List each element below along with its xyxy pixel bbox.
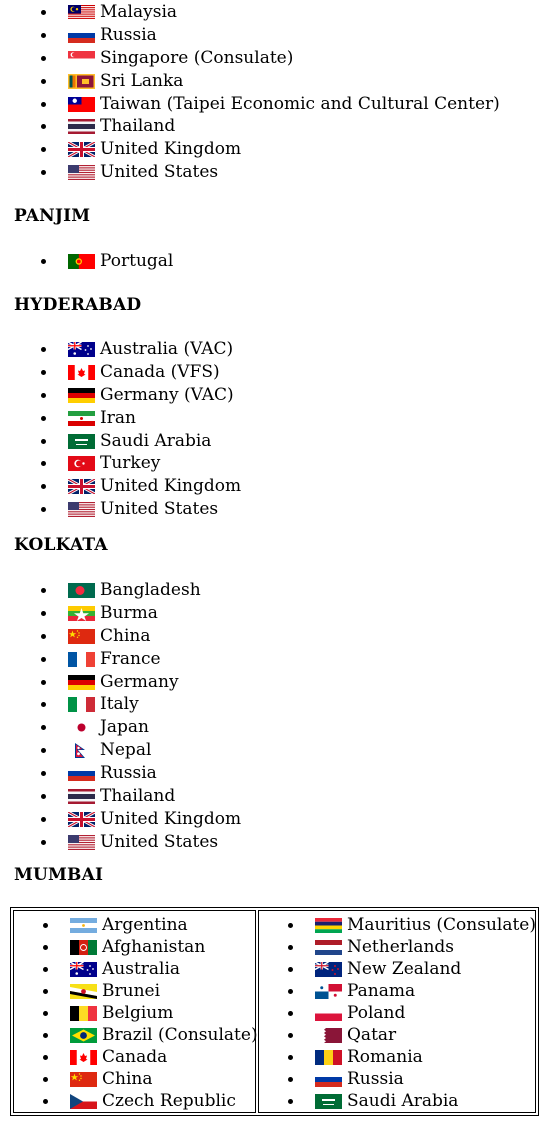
country-label: Thailand [100, 786, 176, 807]
country-label: New Zealand [347, 959, 462, 979]
country-label: United States [100, 831, 219, 852]
bullet-icon [43, 1033, 48, 1038]
srilanka-flag-icon [68, 74, 95, 89]
country-label: Russia [100, 24, 157, 45]
bullet-icon [288, 1055, 293, 1060]
heading-panjim: PANJIM [14, 206, 91, 226]
bullet-icon [43, 945, 48, 950]
australia-flag-icon [70, 962, 97, 977]
bullet-icon [41, 611, 46, 616]
afghanistan-flag-icon [70, 940, 97, 955]
brazil-flag-icon [70, 1028, 97, 1043]
bullet-icon [41, 102, 46, 107]
iran-flag-icon [68, 411, 95, 426]
bullet-icon [41, 771, 46, 776]
portugal-flag-icon [68, 254, 95, 269]
country-label: Burma [100, 602, 158, 623]
uk-flag-icon [68, 812, 95, 827]
country-label: Sri Lanka [100, 70, 184, 91]
country-label: Afghanistan [102, 937, 206, 957]
bullet-icon [41, 439, 46, 444]
russia-flag-icon [68, 766, 95, 781]
country-label: Australia [102, 959, 181, 979]
country-label: Japan [100, 717, 149, 738]
country-label: Canada [102, 1047, 168, 1067]
country-label: China [100, 625, 151, 646]
bangladesh-flag-icon [68, 583, 95, 598]
country-label: Qatar [347, 1025, 397, 1045]
country-label: Canada (VFS) [100, 361, 220, 382]
saudi-flag-icon [68, 434, 95, 449]
bullet-icon [41, 416, 46, 421]
italy-flag-icon [68, 697, 95, 712]
bullet-icon [41, 507, 46, 512]
country-label: Argentina [102, 915, 188, 935]
germany-flag-icon [68, 388, 95, 403]
country-label: Mauritius (Consulate) [347, 915, 536, 935]
country-label: Saudi Arabia [100, 430, 212, 451]
bullet-icon [41, 484, 46, 489]
country-label: Germany (VAC) [100, 384, 234, 405]
bullet-icon [288, 1011, 293, 1016]
bullet-icon [41, 33, 46, 38]
country-label: United States [100, 499, 219, 520]
country-label: Netherlands [347, 937, 455, 957]
bullet-icon [41, 393, 46, 398]
russia-flag-icon [315, 1072, 342, 1087]
russia-flag-icon [68, 28, 95, 43]
heading-hyderabad: HYDERABAD [14, 295, 142, 315]
country-label: Italy [100, 694, 139, 715]
mauritius-flag-icon [315, 918, 342, 933]
bullet-icon [41, 461, 46, 466]
bullet-icon [43, 1055, 48, 1060]
country-label: United Kingdom [100, 139, 242, 160]
bullet-icon [41, 56, 46, 61]
country-label: Germany [100, 671, 179, 692]
bullet-icon [288, 1077, 293, 1082]
romania-flag-icon [315, 1050, 342, 1065]
us-flag-icon [68, 502, 95, 517]
canada-flag-icon [70, 1050, 97, 1065]
country-label: Belgium [102, 1003, 174, 1023]
bullet-icon [41, 748, 46, 753]
newzealand-flag-icon [315, 962, 342, 977]
brunei-flag-icon [70, 984, 97, 999]
country-label: Australia (VAC) [100, 339, 234, 359]
australia-flag-icon [68, 342, 95, 357]
germany-flag-icon [68, 675, 95, 690]
china-flag-icon [68, 629, 95, 644]
country-label: Malaysia [100, 2, 178, 22]
country-label: Romania [347, 1047, 423, 1067]
belgium-flag-icon [70, 1006, 97, 1021]
france-flag-icon [68, 652, 95, 667]
china-flag-icon [70, 1072, 97, 1087]
country-label: United States [100, 162, 219, 183]
country-label: Russia [347, 1069, 404, 1089]
mumbai-table-left-cell [13, 910, 256, 1113]
taiwan-flag-icon [68, 97, 95, 112]
qatar-flag-icon [315, 1028, 342, 1043]
bullet-icon [288, 967, 293, 972]
bullet-icon [41, 79, 46, 84]
bullet-icon [43, 989, 48, 994]
turkey-flag-icon [68, 456, 95, 471]
mumbai-table [10, 907, 539, 1116]
bullet-icon [41, 588, 46, 593]
uk-flag-icon [68, 142, 95, 157]
country-label: China [102, 1069, 153, 1089]
country-label: Panama [347, 981, 416, 1001]
saudi-flag-icon [315, 1094, 342, 1109]
bullet-icon [41, 634, 46, 639]
country-label: Portugal [100, 251, 174, 271]
bullet-icon [288, 923, 293, 928]
uk-flag-icon [68, 479, 95, 494]
bullet-icon [43, 1077, 48, 1082]
japan-flag-icon [68, 720, 95, 735]
country-label: Saudi Arabia [347, 1091, 459, 1111]
malaysia-flag-icon [68, 5, 95, 20]
bullet-icon [41, 147, 46, 152]
bullet-icon [41, 170, 46, 175]
country-label: Iran [100, 407, 136, 428]
canada-flag-icon [68, 365, 95, 380]
panama-flag-icon [315, 984, 342, 999]
thailand-flag-icon [68, 119, 95, 134]
country-label: Russia [100, 763, 157, 784]
bullet-icon [41, 657, 46, 662]
bullet-icon [41, 702, 46, 707]
country-label: Brazil (Consulate) [102, 1025, 258, 1045]
bullet-icon [288, 1033, 293, 1038]
thailand-flag-icon [68, 789, 95, 804]
bullet-icon [41, 259, 46, 264]
singapore-flag-icon [68, 51, 95, 66]
czech-flag-icon [70, 1094, 97, 1109]
us-flag-icon [68, 165, 95, 180]
country-label: Brunei [102, 981, 161, 1001]
country-label: Nepal [100, 740, 152, 761]
country-label: Czech Republic [102, 1091, 236, 1111]
bullet-icon [41, 10, 46, 15]
country-label: France [100, 648, 161, 669]
nepal-flag-icon [68, 743, 95, 758]
bullet-icon [288, 945, 293, 950]
bullet-icon [41, 794, 46, 799]
bullet-icon [288, 1099, 293, 1104]
argentina-flag-icon [70, 918, 97, 933]
bullet-icon [43, 967, 48, 972]
country-label: Thailand [100, 116, 176, 137]
netherlands-flag-icon [315, 940, 342, 955]
country-label: Poland [347, 1003, 406, 1023]
country-label: Bangladesh [100, 580, 201, 600]
mumbai-table-right-cell [258, 910, 536, 1113]
bullet-icon [288, 989, 293, 994]
country-label: Taiwan (Taipei Economic and Cultural Center) [100, 93, 500, 114]
country-label: Singapore (Consulate) [100, 47, 294, 68]
bullet-icon [41, 840, 46, 845]
bullet-icon [43, 1011, 48, 1016]
bullet-icon [43, 1099, 48, 1104]
country-label: United Kingdom [100, 808, 242, 829]
bullet-icon [41, 347, 46, 352]
bullet-icon [41, 680, 46, 685]
bullet-icon [41, 124, 46, 129]
heading-kolkata: KOLKATA [14, 535, 108, 555]
country-label: United Kingdom [100, 476, 242, 497]
country-label: Turkey [100, 453, 161, 474]
us-flag-icon [68, 835, 95, 850]
bullet-icon [43, 923, 48, 928]
burma-flag-icon [68, 606, 95, 621]
bullet-icon [41, 725, 46, 730]
heading-mumbai: MUMBAI [14, 865, 104, 885]
bullet-icon [41, 370, 46, 375]
bullet-icon [41, 817, 46, 822]
poland-flag-icon [315, 1006, 342, 1021]
